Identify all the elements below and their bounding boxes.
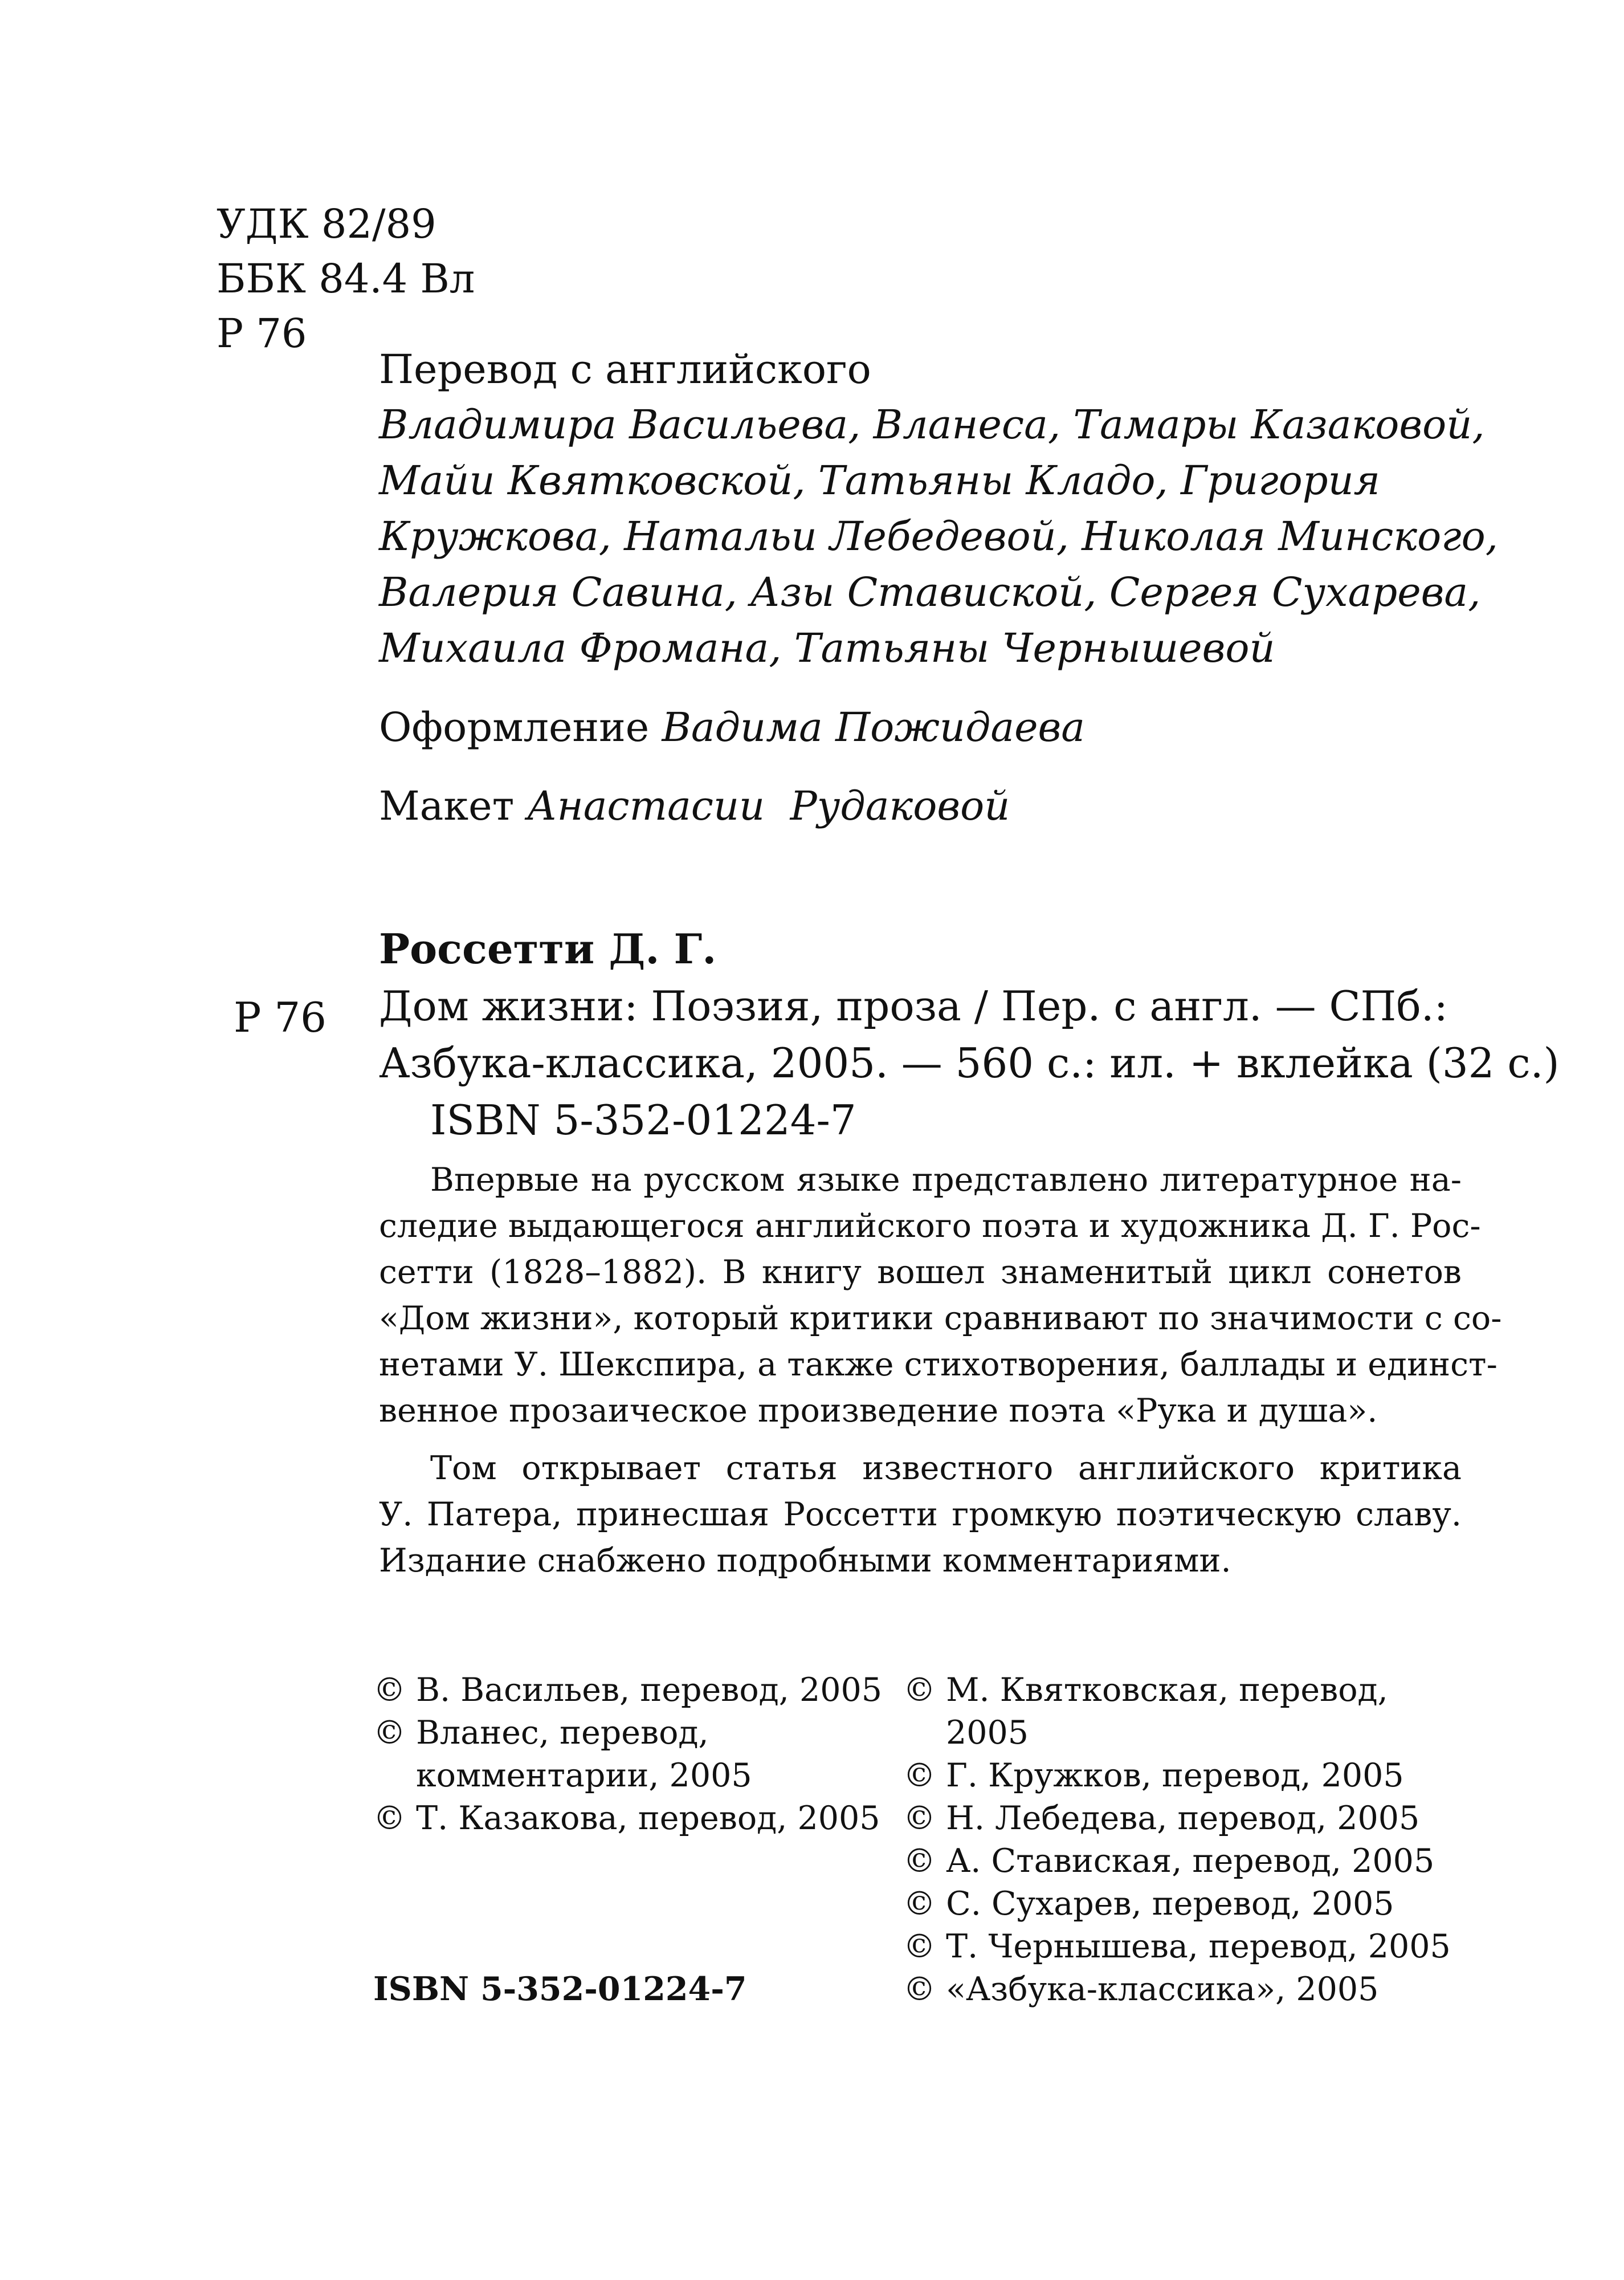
annotation-line: У. Патера, принесшая Россетти громкую поэтическую славу.: [379, 1496, 1462, 1533]
copyright-line: © «Азбука-классика», 2005: [903, 1970, 1379, 2008]
annotation-paragraph-2: [379, 1446, 1462, 1584]
annotation: [379, 1157, 1502, 1584]
translation-label: Перевод с английского: [379, 346, 871, 393]
bbk-code: ББК 84.4 Вл: [217, 255, 475, 302]
annotation-line: венное прозаическое произведение поэта «Рука и душа».: [379, 1392, 1378, 1430]
translators-line: Владимира Васильева, Вланеса, Тамары Казаковой,: [379, 401, 1485, 448]
copyright-line: © С. Сухарев, перевод, 2005: [903, 1885, 1394, 1923]
layout-credit: [379, 779, 1498, 833]
translators-line: Михаила Фромана, Татьяны Чернышевой: [379, 625, 1275, 671]
annotation-line: сетти (1828–1882). В книгу вошел знаменитый цикл сонетов: [379, 1253, 1462, 1291]
credits-block: [379, 342, 1498, 833]
record-shelf-code: Р 76: [234, 994, 327, 1041]
design-credit: [379, 700, 1498, 755]
annotation-line: «Дом жизни», который критики сравнивают по значимости с со-: [379, 1300, 1502, 1337]
annotation-line: Издание снабжено подробными комментариями.: [379, 1542, 1231, 1579]
copyright-line: © Н. Лебедева, перевод, 2005: [903, 1799, 1420, 1837]
copyright-line: © Г. Кружков, перевод, 2005: [903, 1757, 1404, 1794]
record-isbn: ISBN 5-352-01224-7: [430, 1096, 856, 1144]
copyright-line: © М. Квятковская, перевод,: [903, 1671, 1388, 1709]
copyright-column-left: [373, 1669, 882, 1840]
translators-line: Кружкова, Натальи Лебедевой, Николая Минского,: [379, 513, 1498, 560]
copyright-line: 2005: [946, 1714, 1029, 1752]
annotation-line: следие выдающегося английского поэта и художника Д. Г. Рос-: [379, 1207, 1481, 1245]
annotation-line: Том открывает статья известного английского критика: [430, 1450, 1462, 1487]
copyright-line: © Т. Чернышева, перевод, 2005: [903, 1928, 1451, 1965]
annotation-line: Впервые на русском языке представлено литературное на-: [430, 1161, 1462, 1199]
shelf-code-top: Р 76: [217, 310, 307, 357]
layout-name: Анастасии Рудаковой: [527, 783, 1010, 829]
translators-line: Валерия Савина, Азы Ставиской, Сергея Сухарева,: [379, 569, 1481, 616]
annotation-line: нетами У. Шекспира, а также стихотворения, баллады и единст-: [379, 1346, 1497, 1383]
copyright-column-right: [903, 1669, 1451, 2011]
copyright-line: комментарии, 2005: [416, 1757, 752, 1794]
udk-code: УДК 82/89: [217, 201, 436, 247]
bibliographic-record: [379, 921, 1560, 1149]
copyright-line: © Т. Казакова, перевод, 2005: [373, 1799, 880, 1837]
author-heading: Россетти Д. Г.: [379, 925, 717, 973]
record-line: Дом жизни: Поэзия, проза / Пер. с англ. — СПб.:: [379, 982, 1448, 1030]
classification-codes: [217, 197, 475, 361]
translators-line: Майи Квятковской, Татьяны Кладо, Григория: [379, 457, 1381, 504]
annotation-paragraph-1: [379, 1157, 1502, 1434]
design-name: Вадима Пожидаева: [662, 704, 1085, 751]
design-label: Оформление: [379, 704, 650, 751]
isbn-bottom: ISBN 5-352-01224-7: [373, 1970, 747, 2008]
copyright-line: © А. Ставиская, перевод, 2005: [903, 1842, 1435, 1880]
layout-label: Макет: [379, 783, 515, 829]
copyright-line: © Вланес, перевод,: [373, 1714, 709, 1752]
record-line: Азбука-классика, 2005. — 560 с.: ил. + вклейка (32 с.): [379, 1039, 1560, 1087]
copyright-line: © В. Васильев, перевод, 2005: [373, 1671, 883, 1709]
translators-list: [379, 397, 1498, 676]
